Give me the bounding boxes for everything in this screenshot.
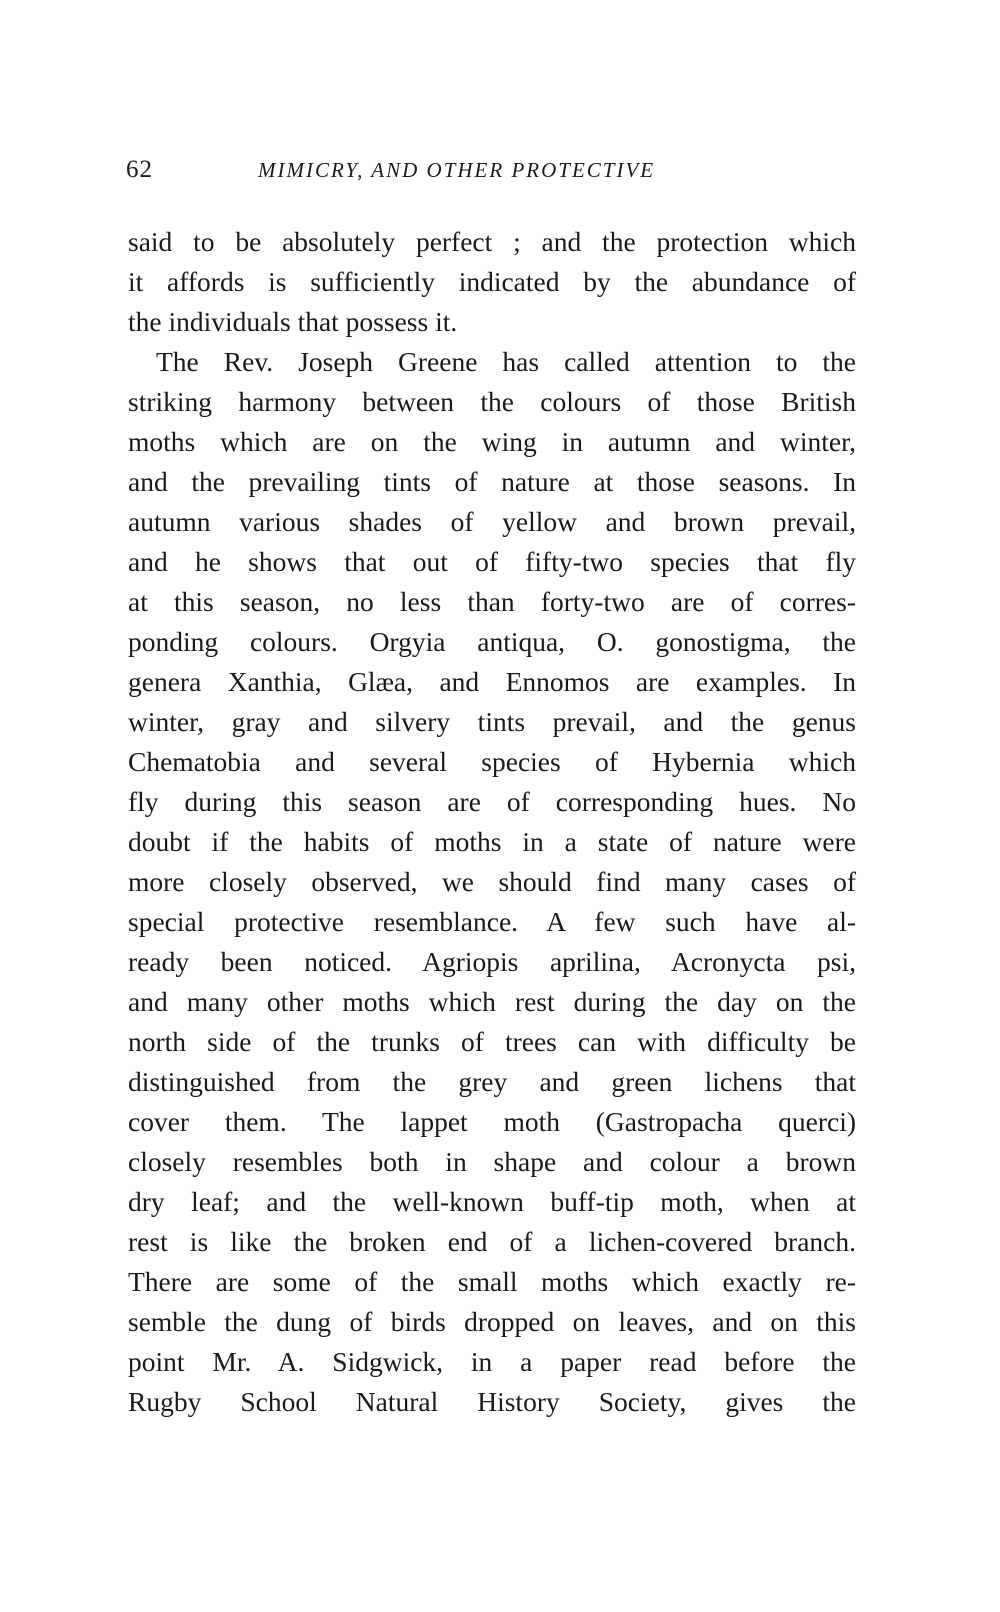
text-line: Rugby School Natural History Society, gives the [128, 1386, 856, 1417]
text-line: Chematobia and several species of Hybernia which [128, 746, 856, 777]
text-line: There are some of the small moths which exactly re- [128, 1266, 856, 1297]
text-line: and he shows that out of fifty-two species that fly [128, 546, 856, 577]
page-header [126, 156, 846, 196]
text-line: point Mr. A. Sidgwick, in a paper read before the [128, 1346, 856, 1377]
text-line: at this season, no less than forty-two are of corres- [128, 586, 856, 617]
text-line: autumn various shades of yellow and brown prevail, [128, 506, 856, 537]
text-line: winter, gray and silvery tints prevail, and the genus [128, 706, 856, 737]
text-line: said to be absolutely perfect ; and the protection which [128, 226, 856, 257]
text-line: north side of the trunks of trees can with difficulty be [128, 1026, 856, 1057]
text-line: it affords is sufficiently indicated by the abundance of [128, 266, 856, 297]
text-line: genera Xanthia, Glæa, and Ennomos are examples. In [128, 666, 856, 697]
page-number: 62 [126, 156, 153, 183]
running-head: MIMICRY, AND OTHER PROTECTIVE [258, 158, 656, 182]
text-line: semble the dung of birds dropped on leaves, and on this [128, 1306, 856, 1337]
body-text [128, 222, 856, 1422]
text-line: doubt if the habits of moths in a state of nature were [128, 826, 856, 857]
text-line: striking harmony between the colours of those British [128, 386, 856, 417]
text-line: special protective resemblance. A few such have al- [128, 906, 856, 937]
text-line: closely resembles both in shape and colour a brown [128, 1146, 856, 1177]
text-line: rest is like the broken end of a lichen-covered branch. [128, 1226, 856, 1257]
text-line: ready been noticed. Agriopis aprilina, Acronycta psi, [128, 946, 856, 977]
text-line: cover them. The lappet moth (Gastropacha querci) [128, 1106, 856, 1137]
text-line: distinguished from the grey and green lichens that [128, 1066, 856, 1097]
text-line: ponding colours. Orgyia antiqua, O. gonostigma, the [128, 626, 856, 657]
text-line: moths which are on the wing in autumn and winter, [128, 426, 856, 457]
text-line: and many other moths which rest during the day on the [128, 986, 856, 1017]
text-line: fly during this season are of corresponding hues. No [128, 786, 856, 817]
text-line: and the prevailing tints of nature at those seasons. In [128, 466, 856, 497]
text-line: the individuals that possess it. [128, 306, 458, 337]
text-line: The Rev. Joseph Greene has called attention to the [156, 346, 856, 377]
text-line: more closely observed, we should find many cases of [128, 866, 856, 897]
text-line: dry leaf; and the well-known buff-tip moth, when at [128, 1186, 856, 1217]
